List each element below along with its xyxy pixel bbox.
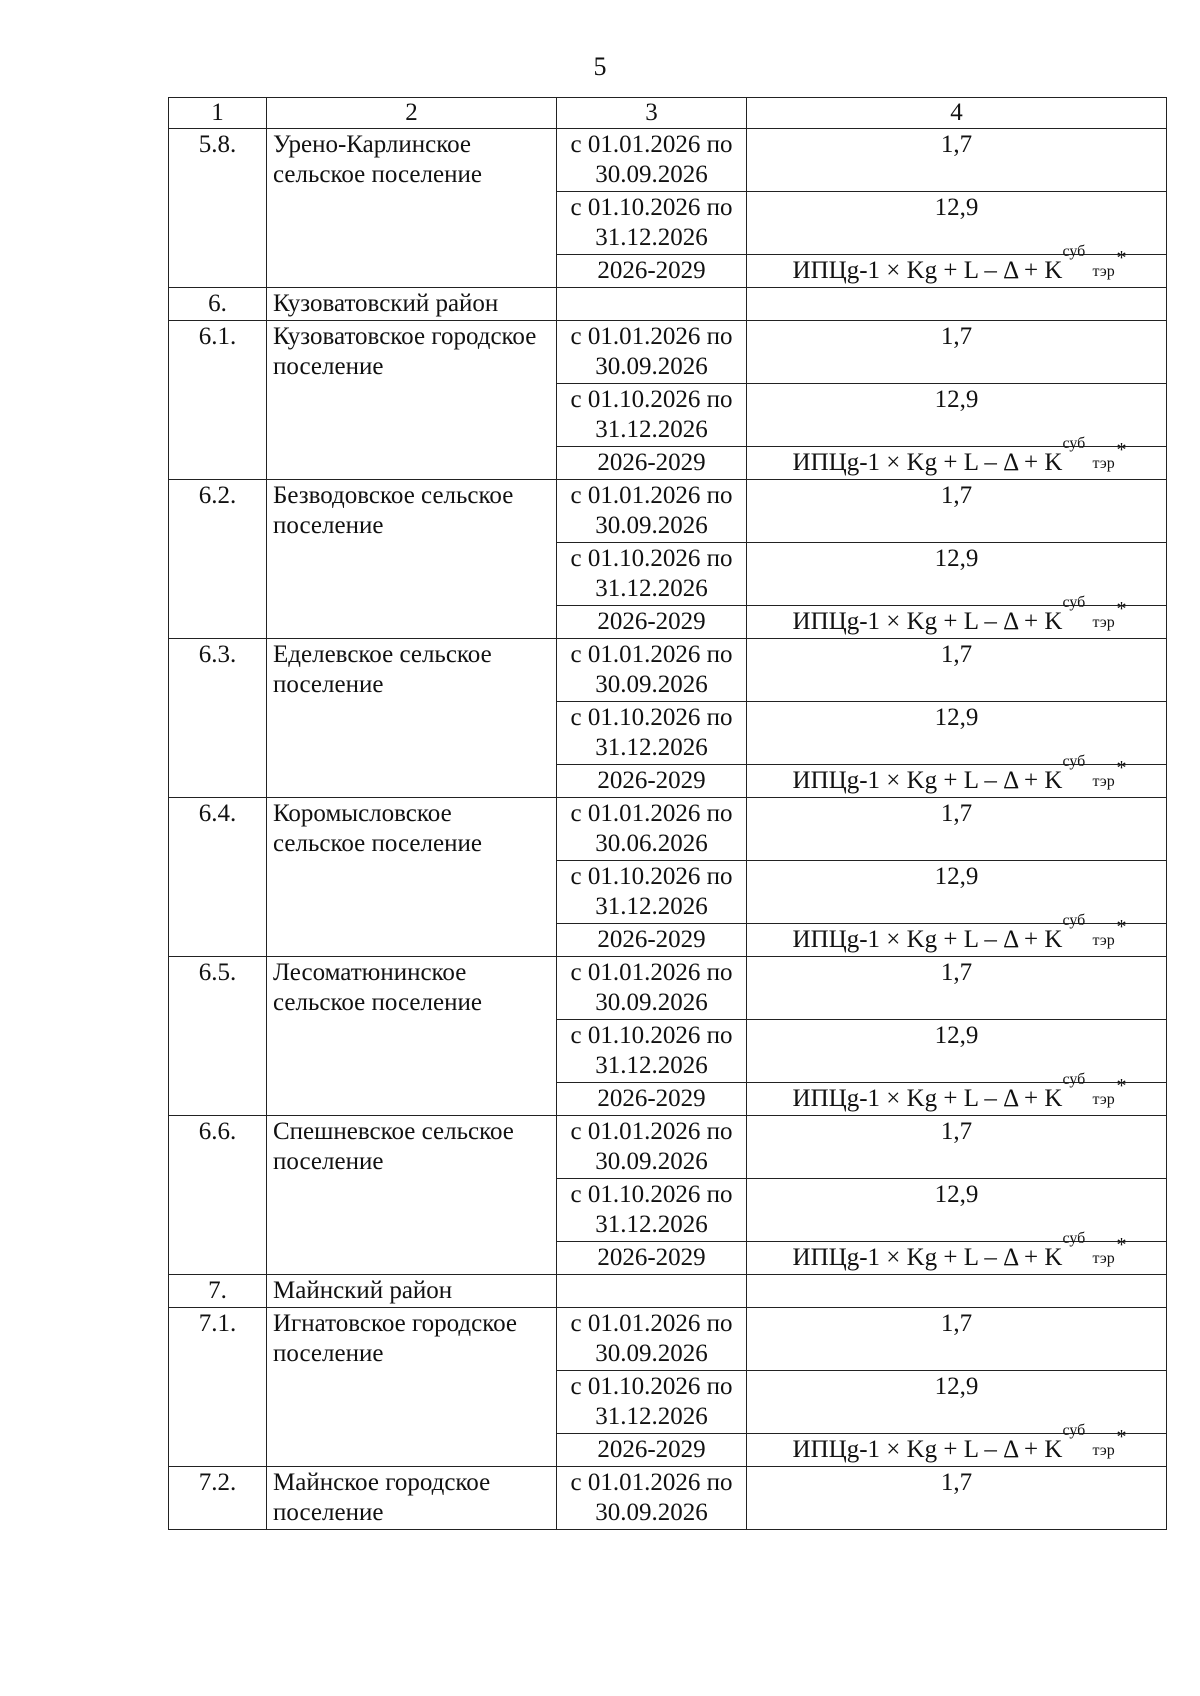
formula-indices	[1062, 1422, 1127, 1459]
settlement-name: Еделевское сельское поселение	[267, 639, 557, 798]
district-name: Майнский район	[267, 1275, 557, 1308]
value-cell: 1,7	[747, 1467, 1167, 1530]
formula-superscript: суб	[1062, 1071, 1086, 1088]
formula-subscript: тэр	[1092, 1091, 1115, 1108]
settlement-name: Кузоватовское городское поселение	[267, 321, 557, 480]
formula-main: ИПЦg-1 × Kg + L – Δ + K	[792, 767, 1063, 794]
formula-asterisk: *	[1116, 1075, 1127, 1097]
district-row	[169, 288, 1167, 321]
settlement-name: Майнское городское поселение	[267, 1467, 557, 1530]
value-cell	[747, 753, 1167, 798]
formula-main: ИПЦg-1 × Kg + L – Δ + K	[792, 257, 1063, 284]
value-cell: 1,7	[747, 480, 1167, 543]
settlement-name: Безводовское сельское поселение	[267, 480, 557, 639]
period-cell: с 01.01.2026 по 30.09.2026	[557, 1116, 747, 1179]
formula-indices	[1062, 243, 1127, 280]
formula-subscript: тэр	[1092, 263, 1115, 280]
table-row	[169, 129, 1167, 192]
period-cell: с 01.01.2026 по 30.06.2026	[557, 798, 747, 861]
period-cell: 2026-2029	[557, 924, 747, 957]
formula-asterisk: *	[1116, 247, 1127, 269]
empty-cell	[557, 1275, 747, 1308]
settlement-name: Спешневское сельское поселение	[267, 1116, 557, 1275]
row-number: 6.4.	[169, 798, 267, 957]
settlement-name: Урено-Карлинское сельское поселение	[267, 129, 557, 288]
value-cell	[747, 435, 1167, 480]
formula-asterisk: *	[1116, 1426, 1127, 1448]
page-number: 5	[593, 52, 607, 81]
period-cell: с 01.01.2026 по 30.09.2026	[557, 129, 747, 192]
formula-asterisk: *	[1116, 916, 1127, 938]
formula-main: ИПЦg-1 × Kg + L – Δ + K	[792, 1436, 1063, 1463]
table-row	[169, 1308, 1167, 1371]
formula-indices	[1062, 753, 1127, 790]
formula	[792, 912, 1127, 953]
value-cell	[747, 594, 1167, 639]
table-row	[169, 639, 1167, 702]
value-cell: 1,7	[747, 957, 1167, 1020]
row-number: 7.2.	[169, 1467, 267, 1530]
formula-superscript: суб	[1062, 594, 1086, 611]
formula	[792, 435, 1127, 476]
formula-subscript: тэр	[1092, 1442, 1115, 1459]
value-cell: 1,7	[747, 129, 1167, 192]
formula-superscript: суб	[1062, 753, 1086, 770]
formula-indices	[1062, 912, 1127, 949]
row-number: 6.1.	[169, 321, 267, 480]
table-row	[169, 798, 1167, 861]
district-row	[169, 1275, 1167, 1308]
formula	[792, 1230, 1127, 1271]
row-number: 7.1.	[169, 1308, 267, 1467]
row-number: 6.3.	[169, 639, 267, 798]
value-cell: 1,7	[747, 321, 1167, 384]
value-cell	[747, 243, 1167, 288]
period-cell: 2026-2029	[557, 765, 747, 798]
empty-cell	[747, 288, 1167, 321]
period-cell: с 01.01.2026 по 30.09.2026	[557, 1467, 747, 1530]
formula-superscript: суб	[1062, 1230, 1086, 1247]
formula-asterisk: *	[1116, 1234, 1127, 1256]
value-cell	[747, 912, 1167, 957]
period-cell: 2026-2029	[557, 447, 747, 480]
period-cell: с 01.10.2026 по 31.12.2026	[557, 384, 747, 447]
row-number: 6.5.	[169, 957, 267, 1116]
table-row	[169, 1116, 1167, 1179]
value-cell	[747, 1230, 1167, 1275]
settlement-name: Коромысловское сельское поселение	[267, 798, 557, 957]
formula-indices	[1062, 1230, 1127, 1267]
district-name: Кузоватовский район	[267, 288, 557, 321]
table-row	[169, 1467, 1167, 1530]
header-col-2: 2	[267, 98, 557, 129]
period-cell: с 01.01.2026 по 30.09.2026	[557, 639, 747, 702]
formula	[792, 753, 1127, 794]
period-cell: с 01.10.2026 по 31.12.2026	[557, 861, 747, 924]
formula	[792, 1422, 1127, 1463]
period-cell: с 01.10.2026 по 31.12.2026	[557, 702, 747, 765]
formula-main: ИПЦg-1 × Kg + L – Δ + K	[792, 449, 1063, 476]
empty-cell	[557, 288, 747, 321]
settlement-name: Игнатовское городское поселение	[267, 1308, 557, 1467]
formula-main: ИПЦg-1 × Kg + L – Δ + K	[792, 608, 1063, 635]
period-cell: с 01.01.2026 по 30.09.2026	[557, 480, 747, 543]
table-row	[169, 957, 1167, 1020]
header-col-3: 3	[557, 98, 747, 129]
formula-subscript: тэр	[1092, 1250, 1115, 1267]
formula-indices	[1062, 1071, 1127, 1108]
formula-subscript: тэр	[1092, 932, 1115, 949]
formula-main: ИПЦg-1 × Kg + L – Δ + K	[792, 1244, 1063, 1271]
header-col-4: 4	[747, 98, 1167, 129]
row-number: 6.6.	[169, 1116, 267, 1275]
period-cell: с 01.01.2026 по 30.09.2026	[557, 957, 747, 1020]
formula	[792, 594, 1127, 635]
formula-superscript: суб	[1062, 435, 1086, 452]
formula-asterisk: *	[1116, 757, 1127, 779]
value-cell: 12,9	[747, 543, 1167, 606]
period-cell: 2026-2029	[557, 255, 747, 288]
formula	[792, 243, 1127, 284]
period-cell: с 01.10.2026 по 31.12.2026	[557, 1020, 747, 1083]
table-row	[169, 480, 1167, 543]
formula-superscript: суб	[1062, 243, 1086, 260]
period-cell: с 01.10.2026 по 31.12.2026	[557, 543, 747, 606]
value-cell: 1,7	[747, 639, 1167, 702]
formula-main: ИПЦg-1 × Kg + L – Δ + K	[792, 1085, 1063, 1112]
formula-subscript: тэр	[1092, 614, 1115, 631]
row-number: 7.	[169, 1275, 267, 1308]
formula-indices	[1062, 594, 1127, 631]
formula	[792, 1071, 1127, 1112]
period-cell: 2026-2029	[557, 1242, 747, 1275]
row-number: 6.	[169, 288, 267, 321]
formula-subscript: тэр	[1092, 455, 1115, 472]
value-cell	[747, 1071, 1167, 1116]
period-cell: 2026-2029	[557, 1434, 747, 1467]
table-header-row	[169, 98, 1167, 129]
value-cell: 12,9	[747, 1179, 1167, 1242]
value-cell: 1,7	[747, 798, 1167, 861]
value-cell: 12,9	[747, 702, 1167, 765]
period-cell: с 01.10.2026 по 31.12.2026	[557, 192, 747, 255]
tariff-table	[168, 97, 1167, 1530]
settlement-name: Лесоматюнинское сельское поселение	[267, 957, 557, 1116]
value-cell: 12,9	[747, 384, 1167, 447]
value-cell: 12,9	[747, 861, 1167, 924]
formula-superscript: суб	[1062, 912, 1086, 929]
formula-asterisk: *	[1116, 439, 1127, 461]
value-cell: 12,9	[747, 1020, 1167, 1083]
value-cell: 12,9	[747, 192, 1167, 255]
period-cell: с 01.01.2026 по 30.09.2026	[557, 321, 747, 384]
value-cell	[747, 1422, 1167, 1467]
period-cell: с 01.01.2026 по 30.09.2026	[557, 1308, 747, 1371]
value-cell: 1,7	[747, 1116, 1167, 1179]
period-cell: с 01.10.2026 по 31.12.2026	[557, 1371, 747, 1434]
period-cell: с 01.10.2026 по 31.12.2026	[557, 1179, 747, 1242]
row-number: 5.8.	[169, 129, 267, 288]
formula-asterisk: *	[1116, 598, 1127, 620]
period-cell: 2026-2029	[557, 606, 747, 639]
formula-superscript: суб	[1062, 1422, 1086, 1439]
formula-indices	[1062, 435, 1127, 472]
table-row	[169, 321, 1167, 384]
value-cell: 1,7	[747, 1308, 1167, 1371]
empty-cell	[747, 1275, 1167, 1308]
row-number: 6.2.	[169, 480, 267, 639]
formula-main: ИПЦg-1 × Kg + L – Δ + K	[792, 926, 1063, 953]
value-cell: 12,9	[747, 1371, 1167, 1434]
formula-subscript: тэр	[1092, 773, 1115, 790]
period-cell: 2026-2029	[557, 1083, 747, 1116]
header-col-1: 1	[169, 98, 267, 129]
